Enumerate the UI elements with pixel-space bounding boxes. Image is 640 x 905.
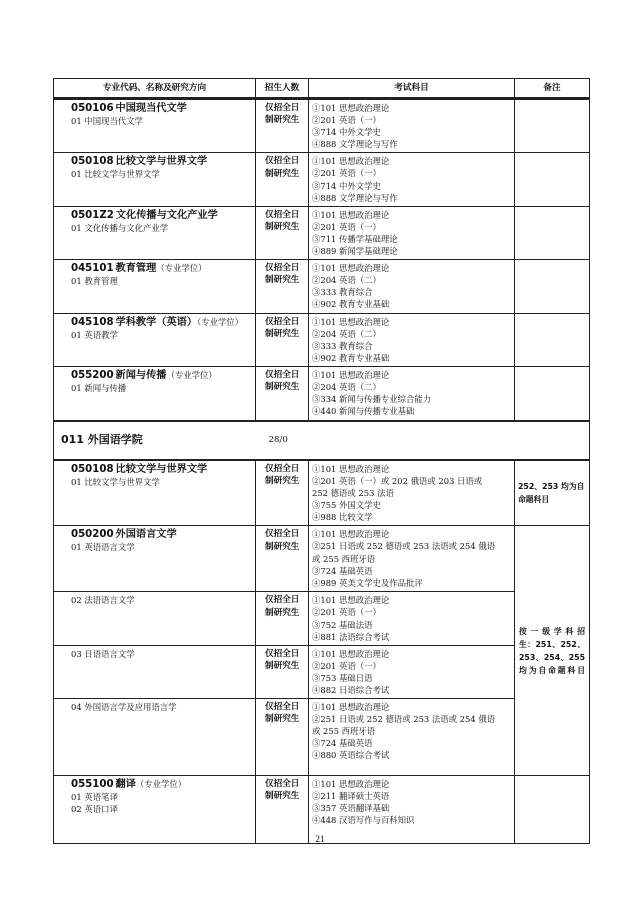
exam-subjects: ①101 思想政治理论 ②204 英语（二） ③333 教育综合 ④902 教育专业基础 xyxy=(309,260,515,313)
major-row-050106: 050106 中国现当代文学 01 中国现当代文学 仅招全日 制研究生 ①101 思想政治理论 ②201 英语（一） ③714 中外文学史 ④888 文学理论与写作 xyxy=(54,100,590,153)
page-number: 21 xyxy=(315,835,325,845)
admissions-catalog-page xyxy=(53,78,589,844)
block1-table xyxy=(53,99,590,421)
major-row-055100: 055100 翻译（专业学位） 01 英语笔译 02 英语口译 仅招全日 制研究生 ①101 思想政治理论 ②211 翻译硕士英语 ③357 英语翻译基础 ④448 汉语写作与百科知识 xyxy=(54,776,590,844)
major-row-050200-d1: 050200 外国语言文学 01 英语语言文学 仅招全日 制研究生 ①101 思想政治理论 ②251 日语或 252 德语或 253 法语或 254 俄语 或 255 西班牙语 ③724 基础英语 ④989 英美文学史及作品批评 按一级学科招 生：251、252、 253、254、255 均为自命题科目 xyxy=(54,526,590,592)
research-direction: 01 英语教学 xyxy=(71,329,118,340)
research-direction: 01 比较文学与世界文学 xyxy=(71,476,160,487)
major-row-050108: 050108 比较文学与世界文学 01 比较文学与世界文学 仅招全日 制研究生 ①101 思想政治理论 ②201 英语（一） ③714 中外文学史 ④888 文学理论与写作 xyxy=(54,153,590,206)
research-direction: 02 法语语言文学 xyxy=(71,595,135,606)
exam-subjects: ①101 思想政治理论 ②201 英语（一） ③753 基础日语 ④882 日语综合考试 xyxy=(309,645,515,698)
exam-subjects: ①101 思想政治理论 ②204 英语（二） ③334 新闻与传播专业综合能力 ④440 新闻与传播专业基础 xyxy=(309,366,515,420)
college-quota: 28/0 xyxy=(268,435,288,446)
note-cell: 252、253 均为自命题科目 xyxy=(515,460,590,525)
exam-subjects: ①101 思想政治理论 ②211 翻译硕士英语 ③357 英语翻译基础 ④448 汉语写作与百科知识 xyxy=(309,776,515,844)
note-cell xyxy=(515,100,590,153)
note-cell xyxy=(515,206,590,259)
header-major: 专业代码、名称及研究方向 xyxy=(54,79,256,99)
major-row-055200: 055200 新闻与传播（专业学位） 01 新闻与传播 仅招全日 制研究生 ①101 思想政治理论 ②204 英语（二） ③334 新闻与传播专业综合能力 ④440 新闻与传播专业基础 xyxy=(54,366,590,420)
note-cell xyxy=(515,366,590,420)
block2-table xyxy=(53,460,590,844)
college-row xyxy=(54,421,590,459)
research-direction: 04 外国语言学及应用语言学 xyxy=(71,702,177,713)
major-row-045108: 045108 学科教学（英语）（专业学位） 01 英语教学 仅招全日 制研究生 ①101 思想政治理论 ②204 英语（二） ③333 教育综合 ④902 教育专业基础 xyxy=(54,313,590,366)
note-cell xyxy=(515,313,590,366)
research-direction: 01 教育管理 xyxy=(71,276,118,287)
exam-subjects: ①101 思想政治理论 ②201 英语（一） ③752 基础法语 ④881 法语综合考试 xyxy=(309,592,515,645)
major-row-045101: 045101 教育管理（专业学位） 01 教育管理 仅招全日 制研究生 ①101 思想政治理论 ②204 英语（二） ③333 教育综合 ④902 教育专业基础 xyxy=(54,260,590,313)
major-row-050108: 050108 比较文学与世界文学 01 比较文学与世界文学 仅招全日 制研究生 ①101 思想政治理论 ②201 英语（一）或 202 俄语或 203 日语或 252 德语或 253 法语 ③755 外国文学史 ④988 比较文学 252、253 均为自命题科目 xyxy=(54,460,590,525)
catalog-table xyxy=(53,78,590,99)
exam-subjects: ①101 思想政治理论 ②251 日语或 252 德语或 253 法语或 254 俄语 或 255 西班牙语 ③724 基础英语 ④880 英语综合考试 xyxy=(309,699,515,776)
exam-subjects: ①101 思想政治理论 ②204 英语（二） ③333 教育综合 ④902 教育专业基础 xyxy=(309,313,515,366)
major-row-050200-d2: 02 法语语言文学 仅招全日 制研究生 ①101 思想政治理论 ②201 英语（一） ③752 基础法语 ④881 法语综合考试 xyxy=(54,592,590,645)
exam-subjects: ①101 思想政治理论 ②251 日语或 252 德语或 253 法语或 254 俄语 或 255 西班牙语 ③724 基础英语 ④989 英美文学史及作品批评 xyxy=(309,526,515,592)
research-direction: 01 英语语言文学 xyxy=(71,542,135,553)
table-header xyxy=(54,79,590,99)
research-direction: 03 日语语言文学 xyxy=(71,648,135,659)
college-name: 011 外国语学院 xyxy=(61,432,143,446)
major-title: 050108 比较文学与世界文学 xyxy=(71,156,208,168)
research-direction: 01 比较文学与世界文学 xyxy=(71,169,160,180)
exam-subjects: ①101 思想政治理论 ②201 英语（一） ③714 中外文学史 ④888 文学理论与写作 xyxy=(309,153,515,206)
exam-subjects: ①101 思想政治理论 ②201 英语（一） ③711 传播学基础理论 ④889 新闻学基础理论 xyxy=(309,206,515,259)
note-cell xyxy=(515,776,590,844)
header-quota: 招生人数 xyxy=(256,79,309,99)
major-title: 050108 比较文学与世界文学 xyxy=(71,463,208,475)
major-row-050200-d3: 03 日语语言文学 仅招全日 制研究生 ①101 思想政治理论 ②201 英语（一） ③753 基础日语 ④882 日语综合考试 xyxy=(54,645,590,698)
major-row-050200-d4: 04 外国语言学及应用语言学 仅招全日 制研究生 ①101 思想政治理论 ②251 日语或 252 德语或 253 法语或 254 俄语 或 255 西班牙语 ③724 基础英语 ④880 英语综合考试 xyxy=(54,699,590,776)
major-title: 045101 教育管理（专业学位） xyxy=(71,263,207,275)
research-direction: 01 中国现当代文学 xyxy=(71,116,143,126)
major-title: 055100 翻译（专业学位） xyxy=(71,779,187,791)
research-direction: 01 文化传播与文化产业学 xyxy=(71,222,169,233)
major-title: 055200 新闻与传播（专业学位） xyxy=(71,369,217,381)
note-cell xyxy=(515,153,590,206)
research-direction: 01 新闻与传播 xyxy=(71,382,127,393)
exam-subjects: ①101 思想政治理论 ②201 英语（一）或 202 俄语或 203 日语或 252 德语或 253 法语 ③755 外国文学史 ④988 比较文学 xyxy=(309,460,515,525)
college-table xyxy=(53,421,590,460)
header-subjects: 考试科目 xyxy=(309,79,515,99)
major-title: 050106 中国现当代文学 xyxy=(71,103,187,114)
major-title: 050200 外国语言文学 xyxy=(71,529,177,541)
note-cell: 按一级学科招 生：251、252、 253、254、255 均为自命题科目 xyxy=(515,526,590,776)
major-title: 0501Z2 文化传播与文化产业学 xyxy=(71,209,218,221)
major-title: 045108 学科教学（英语）（专业学位） xyxy=(71,316,244,328)
research-direction: 01 英语笔译 xyxy=(71,792,118,803)
note-cell xyxy=(515,260,590,313)
header-notes: 备注 xyxy=(515,79,590,99)
research-direction: 02 英语口译 xyxy=(71,804,118,815)
major-row-0501Z2: 0501Z2 文化传播与文化产业学 01 文化传播与文化产业学 仅招全日 制研究生 ①101 思想政治理论 ②201 英语（一） ③711 传播学基础理论 ④889 新闻学基础理论 xyxy=(54,206,590,259)
exam-subjects: ①101 思想政治理论 ②201 英语（一） ③714 中外文学史 ④888 文学理论与写作 xyxy=(309,100,515,153)
